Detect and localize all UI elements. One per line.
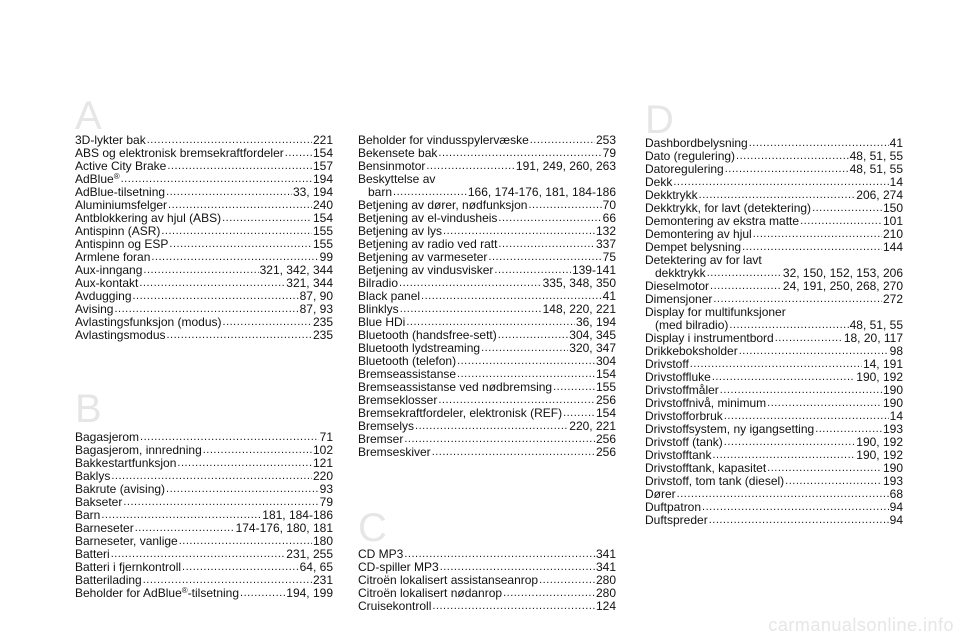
page-numbers: 148, 220, 221 bbox=[542, 302, 616, 316]
dot-leader bbox=[725, 163, 849, 176]
index-term-text: Avising bbox=[75, 302, 114, 316]
page-numbers: 18, 20, 117 bbox=[843, 331, 903, 345]
index-term-text: Betjening av dører, nødfunksjon bbox=[358, 198, 528, 212]
page-numbers: 48, 51, 55 bbox=[849, 149, 903, 163]
dot-leader bbox=[530, 134, 595, 147]
page-numbers: 210 bbox=[882, 227, 903, 241]
index-term-text: Drivstoff, tom tank (diesel) bbox=[645, 474, 785, 488]
dot-leader bbox=[139, 277, 285, 290]
page-numbers: 193 bbox=[882, 422, 903, 436]
dot-leader bbox=[498, 212, 601, 225]
dot-leader bbox=[736, 150, 849, 163]
index-term bbox=[75, 587, 239, 600]
index-term-text: Demontering av hjul bbox=[645, 227, 752, 241]
page-numbers: 155 bbox=[595, 380, 616, 394]
index-term-text: Bluetooth (telefon) bbox=[358, 354, 457, 368]
index-term-text: Datoregulering bbox=[645, 162, 724, 176]
index-term-text: Bremser bbox=[358, 432, 404, 446]
dot-leader bbox=[182, 561, 299, 574]
index-term-text: Batteri i fjernkontroll bbox=[75, 560, 182, 574]
page-numbers: 335, 348, 350 bbox=[542, 276, 616, 290]
index-block-b-continued bbox=[358, 134, 616, 459]
page-numbers: 14, 191 bbox=[862, 357, 903, 371]
page-numbers: 191, 249, 260, 263 bbox=[515, 159, 616, 173]
page-numbers: 206, 274 bbox=[856, 188, 903, 202]
dot-leader bbox=[785, 475, 882, 488]
dot-leader bbox=[767, 462, 882, 475]
page-numbers: 321, 344 bbox=[286, 276, 333, 290]
index-term-text: Drivstoffsystem, ny igangsetting bbox=[645, 422, 815, 436]
index-term-text: Black panel bbox=[358, 289, 421, 303]
page-numbers: 87, 93 bbox=[299, 302, 333, 316]
dot-leader bbox=[702, 501, 889, 514]
page-numbers: 102 bbox=[312, 443, 333, 457]
dot-leader bbox=[707, 267, 782, 280]
page-numbers: 194, 199 bbox=[286, 586, 333, 600]
page-numbers: 166, 174-176, 181, 184-186 bbox=[467, 185, 616, 199]
registered-mark: ® bbox=[113, 172, 120, 181]
page-numbers: 66 bbox=[602, 211, 616, 225]
index-term-text: Blinklys bbox=[358, 302, 399, 316]
index-term-text: Dieselmotor bbox=[645, 279, 710, 293]
page-numbers: 157 bbox=[312, 159, 333, 173]
index-term-text: Bremselys bbox=[358, 419, 415, 433]
dot-leader bbox=[498, 238, 595, 251]
index-term-text: Bakseter bbox=[75, 495, 123, 509]
index-term-text: Bremsekraftfordeler, elektronisk (REF) bbox=[358, 406, 563, 420]
index-term-text: CD-spiller MP3 bbox=[358, 560, 439, 574]
index-term-text: Beholder for vindusspylervæske bbox=[358, 133, 529, 147]
index-term-text: Drivstoff (tank) bbox=[645, 435, 723, 449]
page-numbers: 337 bbox=[595, 237, 616, 251]
index-term-text: CD MP3 bbox=[358, 547, 404, 561]
dot-leader bbox=[503, 587, 595, 600]
dot-leader bbox=[223, 316, 312, 329]
index-term-text: Display i instrumentbord bbox=[645, 331, 774, 345]
dot-leader bbox=[167, 329, 312, 342]
dot-leader bbox=[399, 277, 542, 290]
index-entry bbox=[645, 514, 903, 527]
index-term-text: Bremseassistanse ved nødbremsing bbox=[358, 380, 553, 394]
page-numbers: 154 bbox=[312, 146, 333, 160]
page-numbers: 155 bbox=[312, 237, 333, 251]
index-term-text: Active City Brake bbox=[75, 159, 167, 173]
page-numbers: 321, 342, 344 bbox=[259, 263, 333, 277]
page-numbers: 231 bbox=[312, 573, 333, 587]
dot-leader bbox=[166, 483, 319, 496]
index-term-text: Bakkestartfunksjon bbox=[75, 456, 177, 470]
dot-leader bbox=[222, 212, 312, 225]
index-term-text: Duftspreder bbox=[645, 513, 708, 527]
page-numbers: 48, 51, 55 bbox=[849, 162, 903, 176]
dot-leader bbox=[166, 186, 292, 199]
page-numbers: 256 bbox=[595, 393, 616, 407]
index-term-text: Dekktrykk bbox=[645, 188, 698, 202]
dot-leader bbox=[710, 280, 782, 293]
page-numbers: 280 bbox=[595, 573, 616, 587]
page-numbers: 235 bbox=[312, 328, 333, 342]
index-term-text: Betjening av varmeseter bbox=[358, 250, 488, 264]
dot-leader bbox=[169, 238, 312, 251]
page-numbers: 75 bbox=[602, 250, 616, 264]
dot-leader bbox=[498, 329, 569, 342]
index-term-text: Drivstoffnivå, minimum bbox=[645, 396, 767, 410]
page-numbers: 180 bbox=[312, 534, 333, 548]
index-entry bbox=[645, 475, 903, 488]
dot-leader bbox=[285, 147, 312, 160]
index-entry bbox=[645, 163, 903, 176]
index-term-text: Bilradio bbox=[358, 276, 399, 290]
page-numbers: 341 bbox=[595, 560, 616, 574]
page-numbers: 98 bbox=[889, 344, 903, 358]
index-term-text: Drivstofftank bbox=[645, 448, 712, 462]
section-letter-a: A bbox=[75, 94, 102, 138]
page-numbers: 240 bbox=[312, 198, 333, 212]
dot-leader bbox=[553, 381, 595, 394]
page-numbers: 235 bbox=[312, 315, 333, 329]
dot-leader bbox=[240, 587, 285, 600]
page-numbers: 304, 345 bbox=[569, 328, 616, 342]
index-term-text: Dekktrykk, for lavt (detektering) bbox=[645, 201, 812, 215]
index-term-text: Display for multifunksjoner bbox=[645, 305, 786, 319]
index-term-text: Avlastingsmodus bbox=[75, 328, 166, 342]
index-term bbox=[645, 514, 708, 527]
index-term-text: ABS og elektronisk bremsekraftfordeler bbox=[75, 146, 284, 160]
index-term-text: Aux-kontakt bbox=[75, 276, 139, 290]
index-term-text: Duftpatron bbox=[645, 500, 702, 514]
watermark: carmanualsonline.info bbox=[768, 615, 954, 635]
index-term-text: Betjening av vindusvisker bbox=[358, 263, 494, 277]
index-term-text: Avlastingsfunksjon (modus) bbox=[75, 315, 222, 329]
dot-leader bbox=[812, 202, 882, 215]
page-numbers: 24, 191, 250, 268, 270 bbox=[782, 279, 903, 293]
index-term-text: Barneseter, vanlige bbox=[75, 534, 178, 548]
section-letter-d: D bbox=[645, 98, 674, 142]
index-term-text: Antispinn (ASR) bbox=[75, 224, 161, 238]
index-term-text: Bluetooth lydstreaming bbox=[358, 341, 481, 355]
page-numbers: 220 bbox=[312, 469, 333, 483]
page-numbers: 194 bbox=[312, 172, 333, 186]
dot-leader bbox=[539, 574, 595, 587]
dot-leader bbox=[742, 241, 882, 254]
page-numbers: 190, 192 bbox=[856, 435, 903, 449]
page-numbers: 132 bbox=[595, 224, 616, 238]
page-numbers: 220, 221 bbox=[569, 419, 616, 433]
index-term-text: Bremseskiver bbox=[358, 445, 431, 459]
index-term-text: Betjening av lys bbox=[358, 224, 443, 238]
index-term-text: Armlene foran bbox=[75, 250, 151, 264]
index-term-text: Aluminiumsfelger bbox=[75, 198, 168, 212]
index-term-text: Antblokkering av hjul (ABS) bbox=[75, 211, 222, 225]
dot-leader bbox=[404, 433, 595, 446]
index-term bbox=[75, 329, 166, 342]
index-term-text: AdBlue bbox=[75, 172, 114, 186]
index-term-text: Demontering av ekstra matte bbox=[645, 214, 800, 228]
index-entry bbox=[75, 329, 333, 342]
index-term-text: Bekensete bak bbox=[358, 146, 438, 160]
page-numbers: 181, 184-186 bbox=[262, 508, 333, 522]
page-numbers: 121 bbox=[312, 456, 333, 470]
index-entry bbox=[75, 290, 333, 303]
index-entry bbox=[75, 587, 333, 600]
page-numbers: 231, 255 bbox=[286, 547, 333, 561]
index-term-suffix: -tilsetning bbox=[187, 586, 240, 600]
dot-leader bbox=[712, 371, 855, 384]
index-term-text: (med bilradio) bbox=[655, 318, 729, 332]
page-numbers: 154 bbox=[312, 211, 333, 225]
page-numbers: 36, 194 bbox=[575, 315, 616, 329]
index-term-text: Blue HDi bbox=[358, 315, 406, 329]
index-term-text: Drikkeboksholder bbox=[645, 344, 738, 358]
index-term-text: Bensinmotor bbox=[358, 159, 426, 173]
index-term-text: Bluetooth (handsfree-sett) bbox=[358, 328, 497, 342]
dot-leader bbox=[753, 228, 882, 241]
section-letter-c: C bbox=[358, 506, 387, 550]
index-term bbox=[358, 446, 431, 459]
index-term-text: 3D-lykter bak bbox=[75, 133, 146, 147]
page-numbers: 221 bbox=[312, 133, 333, 147]
index-block-c bbox=[358, 548, 616, 613]
dot-leader bbox=[677, 488, 889, 501]
page-numbers: 193 bbox=[882, 474, 903, 488]
page-numbers: 155 bbox=[312, 224, 333, 238]
page-numbers: 71 bbox=[319, 430, 333, 444]
index-term-text: Antispinn og ESP bbox=[75, 237, 169, 251]
dot-leader bbox=[800, 215, 882, 228]
index-term bbox=[358, 600, 431, 613]
page-numbers: 94 bbox=[889, 513, 903, 527]
index-term-text: Avdugging bbox=[75, 289, 132, 303]
index-term-text: Bremseassistanse bbox=[358, 367, 457, 381]
index-term-text: Cruisekontroll bbox=[358, 599, 432, 613]
dot-leader bbox=[775, 332, 843, 345]
index-entry bbox=[358, 600, 616, 613]
index-term-text: Bagasjerom, innredning bbox=[75, 443, 202, 457]
page-numbers: 139-141 bbox=[571, 263, 616, 277]
dot-leader bbox=[415, 420, 568, 433]
index-term-text: Citroën lokalisert nødanrop bbox=[358, 586, 503, 600]
index-term-text: Beskyttelse av bbox=[358, 172, 436, 186]
index-term-text: Barneseter bbox=[75, 521, 134, 535]
index-term-text: Dashbordbelysning bbox=[645, 136, 748, 150]
dot-leader bbox=[690, 358, 862, 371]
page-numbers: 41 bbox=[602, 289, 616, 303]
index-term-text: Batterilading bbox=[75, 573, 142, 587]
index-term-text: Dato (regulering) bbox=[645, 149, 736, 163]
dot-leader bbox=[767, 397, 882, 410]
page-numbers: 280 bbox=[595, 586, 616, 600]
index-term-text: dekktrykk bbox=[655, 266, 706, 280]
page-numbers: 190, 192 bbox=[856, 370, 903, 384]
dot-leader bbox=[528, 199, 601, 212]
page-numbers: 320, 347 bbox=[569, 341, 616, 355]
dot-leader bbox=[167, 160, 312, 173]
page-numbers: 99 bbox=[319, 250, 333, 264]
page-numbers: 190 bbox=[882, 461, 903, 475]
page-numbers: 94 bbox=[889, 500, 903, 514]
page-numbers: 190 bbox=[882, 383, 903, 397]
index-term-text: Bakrute (avising) bbox=[75, 482, 166, 496]
page-numbers: 32, 150, 152, 153, 206 bbox=[782, 266, 903, 280]
index-term-text: Detektering av for lavt bbox=[645, 253, 762, 267]
page-numbers: 64, 65 bbox=[299, 560, 333, 574]
index-term-text: AdBlue-tilsetning bbox=[75, 185, 166, 199]
index-term-text: Baklys bbox=[75, 469, 111, 483]
page-numbers: 101 bbox=[882, 214, 903, 228]
page-numbers: 48, 51, 55 bbox=[849, 318, 903, 332]
index-term-text: Beholder for AdBlue bbox=[75, 586, 182, 600]
page-numbers: 272 bbox=[882, 292, 903, 306]
index-term-text: Barn bbox=[75, 508, 101, 522]
page-numbers: 124 bbox=[595, 599, 616, 613]
page-numbers: 93 bbox=[319, 482, 333, 496]
dot-leader bbox=[481, 342, 568, 355]
index-term-text: Betjening av el-vindusheis bbox=[358, 211, 498, 225]
page-numbers: 304 bbox=[595, 354, 616, 368]
index-term-text: Citroën lokalisert assistanseanrop bbox=[358, 573, 539, 587]
index-term-text: Dempet belysning bbox=[645, 240, 742, 254]
index-block-d bbox=[645, 137, 903, 527]
index-entry bbox=[358, 446, 616, 459]
dot-leader bbox=[426, 160, 515, 173]
page-numbers: 256 bbox=[595, 432, 616, 446]
dot-leader bbox=[161, 225, 312, 238]
dot-leader bbox=[432, 600, 595, 613]
index-term-text: Aux-inngang bbox=[75, 263, 143, 277]
page-numbers: 253 bbox=[595, 133, 616, 147]
dot-leader bbox=[143, 264, 258, 277]
registered-mark: ® bbox=[181, 586, 188, 595]
page-numbers: 79 bbox=[602, 146, 616, 160]
page-numbers: 14 bbox=[889, 409, 903, 423]
page-numbers: 150 bbox=[882, 201, 903, 215]
index-term-text: barn bbox=[368, 185, 393, 199]
page-numbers: 70 bbox=[602, 198, 616, 212]
index-term-text: Bremseklosser bbox=[358, 393, 438, 407]
page-numbers: 154 bbox=[595, 367, 616, 381]
index-term-text: Dekk bbox=[645, 175, 673, 189]
index-term-text: Batteri bbox=[75, 547, 110, 561]
page-numbers: 33, 194 bbox=[292, 185, 333, 199]
page-numbers: 144 bbox=[882, 240, 903, 254]
page-numbers: 174-176, 180, 181 bbox=[235, 521, 333, 535]
page-numbers: 79 bbox=[319, 495, 333, 509]
dot-leader bbox=[724, 436, 855, 449]
dot-leader bbox=[457, 355, 595, 368]
index-entry bbox=[75, 457, 333, 470]
page-numbers: 87, 90 bbox=[299, 289, 333, 303]
page-numbers: 341 bbox=[595, 547, 616, 561]
dot-leader bbox=[432, 446, 595, 459]
index-term-text: Drivstoffmåler bbox=[645, 383, 719, 397]
index-block-b bbox=[75, 431, 333, 600]
section-letter-b: B bbox=[75, 387, 102, 431]
index-term-text: Bagasjerom bbox=[75, 430, 140, 444]
page-numbers: 14 bbox=[889, 175, 903, 189]
index-term-text: Dører bbox=[645, 487, 676, 501]
dot-leader bbox=[133, 290, 299, 303]
dot-leader bbox=[177, 457, 312, 470]
dot-leader bbox=[709, 514, 889, 527]
index-term-text: Drivstoff bbox=[645, 357, 689, 371]
page-numbers: 154 bbox=[595, 406, 616, 420]
index-term-text: Dimensjoner bbox=[645, 292, 713, 306]
page-numbers: 68 bbox=[889, 487, 903, 501]
index-term-text: Drivstofftank, kapasitet bbox=[645, 461, 767, 475]
page-numbers: 256 bbox=[595, 445, 616, 459]
dot-leader bbox=[203, 444, 312, 457]
index-term-text: Drivstoffluke bbox=[645, 370, 711, 384]
index-term-text: Betjening av radio ved ratt bbox=[358, 237, 498, 251]
index-block-a bbox=[75, 134, 333, 342]
page-numbers: 190, 192 bbox=[856, 448, 903, 462]
page-numbers: 41 bbox=[889, 136, 903, 150]
dot-leader bbox=[400, 303, 542, 316]
index-term-text: Drivstofforbruk bbox=[645, 409, 723, 423]
page-numbers: 190 bbox=[882, 396, 903, 410]
